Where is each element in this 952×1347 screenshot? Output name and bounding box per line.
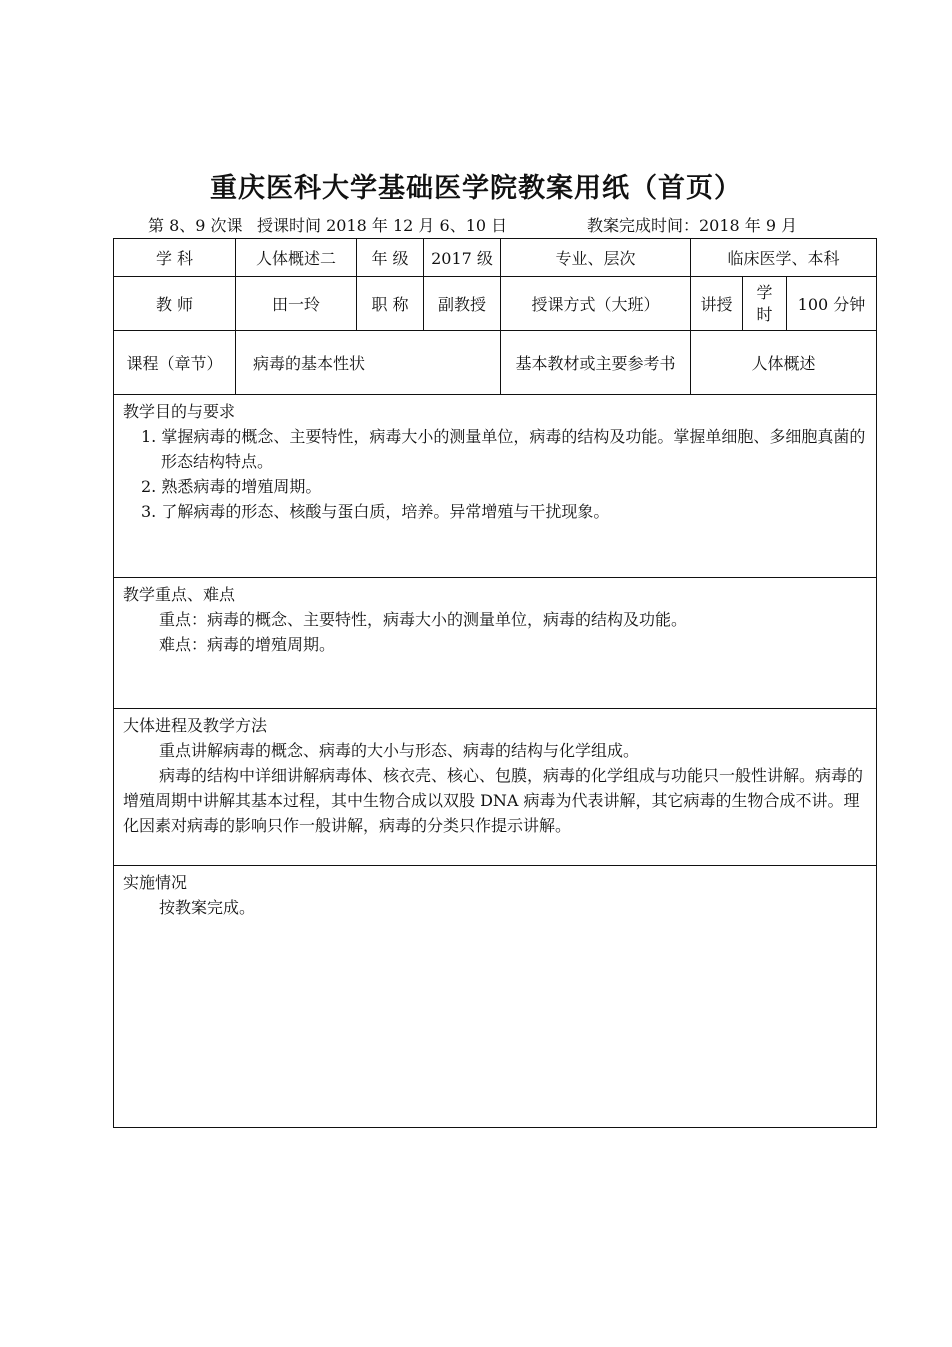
- teacher-value: 田一玲: [236, 277, 357, 331]
- teach-time: 授课时间 2018 年 12 月 6、10 日: [257, 216, 508, 235]
- teaching-mode-label: 授课方式（大班）: [501, 277, 691, 331]
- key-point: 重点：病毒的概念、主要特性，病毒大小的测量单位，病毒的结构及功能。: [159, 610, 688, 629]
- grade-value: 2017 级: [424, 239, 501, 277]
- methods-paragraph-1: 重点讲解病毒的概念、病毒的大小与形态、病毒的结构与化学组成。: [159, 741, 640, 760]
- key-points-heading: 教学重点、难点: [123, 585, 236, 604]
- hours-label: [743, 277, 787, 331]
- objectives-section: [114, 395, 877, 578]
- teacher-label: 教 师: [114, 277, 236, 331]
- major-value: 临床医学、本科: [691, 239, 877, 277]
- lecture-label: 讲授: [691, 277, 743, 331]
- subject-value: 人体概述二: [236, 239, 357, 277]
- methods-heading: 大体进程及教学方法: [123, 716, 268, 735]
- title-value: 副教授: [424, 277, 501, 331]
- course-label: 课程（章节）: [114, 331, 236, 395]
- hours-label-top: 学: [756, 282, 773, 302]
- title-label: 职 称: [357, 277, 424, 331]
- implementation-section: [114, 866, 877, 1128]
- major-label: 专业、层次: [501, 239, 691, 277]
- textbook-value: 人体概述: [691, 331, 877, 395]
- grade-label: 年 级: [357, 239, 424, 277]
- implementation-heading: 实施情况: [123, 873, 188, 892]
- objective-item-3: 3. 了解病毒的形态、核酸与蛋白质，培养。异常增殖与干扰现象。: [141, 502, 610, 521]
- course-value: 病毒的基本性状: [236, 331, 501, 395]
- methods-paragraph-2: 病毒的结构中详细讲解病毒体、核衣壳、核心、包膜，病毒的化学组成与功能只一般性讲解。病毒的增殖周期中讲解其基本过程，其中生物合成以双股 DNA 病毒为代表讲解，其它病毒的生物合成不讲。理化因素对病毒的影响只作一般讲解，病毒的分类只作提示讲解。: [123, 766, 864, 835]
- objective-item-2: 2. 熟悉病毒的增殖周期。: [141, 477, 322, 496]
- page-title: 重庆医科大学基础医学院教案用纸（首页）: [210, 173, 742, 204]
- textbook-label: 基本教材或主要参考书: [501, 331, 691, 395]
- table-row-course: [114, 331, 877, 395]
- objectives-heading: 教学目的与要求: [123, 402, 236, 421]
- implementation-text: 按教案完成。: [159, 898, 256, 917]
- complete-time: 教案完成时间：2018 年 9 月: [587, 216, 798, 235]
- methods-section: [114, 709, 877, 866]
- subject-label: 学 科: [114, 239, 236, 277]
- hours-value: 100 分钟: [787, 277, 877, 331]
- objective-item-1: 1. 掌握病毒的概念、主要特性，病毒大小的测量单位，病毒的结构及功能。掌握单细胞、多细胞真菌的形态结构特点。: [141, 427, 866, 471]
- session-number: 第 8、9 次课: [148, 216, 243, 235]
- difficulty-point: 难点：病毒的增殖周期。: [159, 635, 336, 654]
- key-points-section: [114, 578, 877, 709]
- lesson-plan-table: [113, 238, 877, 1128]
- table-row-teacher: [114, 277, 877, 331]
- table-row-subject: [114, 239, 877, 277]
- hours-label-bottom: 时: [756, 304, 773, 324]
